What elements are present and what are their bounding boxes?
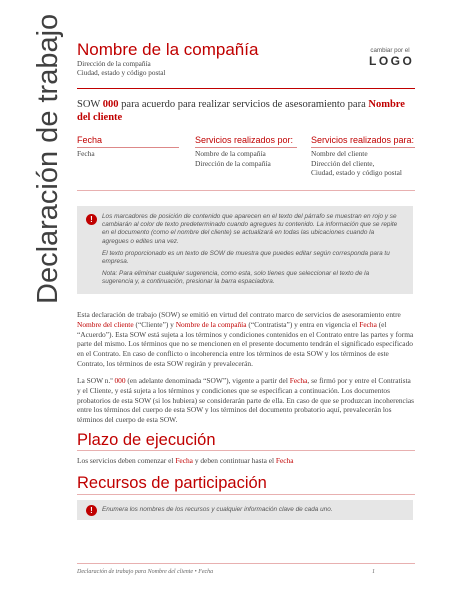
- column-rule: [311, 147, 415, 148]
- info-icon: !: [86, 214, 97, 225]
- text: Esta declaración de trabajo (SOW) se emitió en virtud del contrato marco de servicios de asesoramiento entre: [77, 310, 401, 319]
- sow-client[interactable]: Nombre del cliente: [77, 99, 405, 123]
- logo-text: LOGO: [369, 54, 415, 68]
- company-name: Nombre de la compañía: [77, 40, 259, 59]
- company-name-ref[interactable]: Nombre de la compañía: [175, 319, 247, 329]
- column-heading: Servicios realizados por:: [195, 135, 294, 145]
- column-rule: [77, 147, 179, 148]
- text: (“Contratista”) y entra en vigencia el: [246, 319, 360, 329]
- text: (el “Acuerdo”). Esta SOW está sujeta a los términos y condiciones contenidos en el Contrato entre las partes y forma parte del mismo. Los términos que no se mencionen en el presente documento tendrán el significado especificado en el Contrato. En caso de conflicto o incoherencia entre los términos de esta SOW y los términos de este Contrato, los términos de esta SOW regirán y prevalecerán.: [77, 319, 414, 368]
- address-line-1: Dirección de la compañía: [77, 60, 151, 68]
- column-line[interactable]: Ciudad, estado y código postal: [311, 168, 402, 178]
- tip-paragraph: Nota: Para eliminar cualquier sugerencia, como esta, solo tienes que seleccionar el texto de la sugerencia y, a continuación, presionar la barra espaciadora.: [102, 270, 370, 286]
- column-rule: [195, 147, 297, 148]
- text: La SOW n.º: [77, 376, 115, 385]
- text: , se firmó por y entre el Contratista y el Cliente, y está sujeta a los términos y condiciones que se especifican a continuación. Los documentos probatorios de esta SOW (si los hubiera) se considerarán parte de ella. En caso de que se produzcan incoherencias entre los términos del cuerpo de esta SOW y los términos del documento probatorio aquí, prevalecerán los términos del cuerpo de esta SOW.: [77, 376, 415, 425]
- page-number: 1: [372, 569, 375, 575]
- column-line[interactable]: Dirección de la compañía: [195, 158, 271, 168]
- logo-placeholder[interactable]: [369, 47, 415, 68]
- text: Los servicios deben comenzar el: [77, 456, 176, 465]
- client-name[interactable]: Nombre del cliente: [77, 319, 134, 329]
- tip-box: [77, 206, 413, 294]
- column-line[interactable]: Nombre de la compañía: [195, 149, 266, 159]
- footer: [77, 569, 415, 575]
- text: (en adelante denominada “SOW”), vigente a partir del: [125, 376, 290, 385]
- column-line[interactable]: Fecha: [77, 149, 95, 159]
- tip-text: [102, 213, 402, 291]
- info-icon: !: [86, 505, 97, 516]
- footer-text: Declaración de trabajo para Nombre del cliente • Fecha: [77, 569, 214, 575]
- sow-title: [77, 98, 407, 124]
- logo-caption: cambiar por el: [370, 47, 410, 54]
- paragraph-term: [77, 456, 415, 466]
- section-heading-resources: Recursos de participación: [77, 474, 267, 492]
- address-line-2: Ciudad, estado y código postal: [77, 69, 166, 77]
- text: (“Cliente”) y: [133, 319, 176, 329]
- column-performed-for: [311, 136, 421, 178]
- date-end[interactable]: Fecha: [275, 456, 294, 465]
- text: y deben contintuar hasta el: [192, 456, 276, 465]
- header-rule: [77, 88, 415, 89]
- footer-rule: [77, 563, 415, 564]
- date-start[interactable]: Fecha: [175, 456, 193, 465]
- column-line[interactable]: Dirección del cliente,: [311, 158, 375, 168]
- column-heading: Servicios realizados para:: [311, 135, 415, 145]
- section-rule: [77, 494, 415, 495]
- column-performed-by: [195, 136, 305, 168]
- tip-text: Enumera los nombres de los recursos y cualquier información clave de cada uno.: [102, 506, 333, 513]
- sow-middle: para acuerdo para realizar servicios de asesoramiento para: [118, 99, 369, 110]
- column-line[interactable]: Nombre del cliente: [311, 149, 368, 159]
- side-title: [4, 13, 64, 304]
- column-heading: Fecha: [77, 135, 103, 145]
- sow-number-ref[interactable]: 000: [114, 376, 126, 385]
- date-ref[interactable]: Fecha: [289, 376, 308, 385]
- tip-box-resources: [77, 500, 413, 520]
- info-rule: [77, 190, 415, 191]
- side-title-text: Declaración de trabajo: [32, 13, 64, 304]
- sow-number[interactable]: 000: [102, 99, 119, 110]
- tip-paragraph: Los marcadores de posición de contenido que aparecen en el texto del párrafo se muestran en rojo y se cambiarán al color de texto predeterminado cuando agregues tu contenido. La información que se repite en el documento (como el nombre del cliente) se actualizará en todas las ubicaciones cuando la agregues o edites una vez.: [102, 213, 398, 245]
- tip-paragraph: El texto proporcionado es un texto de SOW de muestra que puedes editar según corresponda para tu empresa.: [102, 249, 390, 266]
- sow-prefix: SOW: [77, 99, 103, 110]
- date-ref[interactable]: Fecha: [359, 319, 377, 329]
- section-heading-term: Plazo de ejecución: [77, 431, 216, 449]
- section-rule: [77, 450, 415, 451]
- company-address: [77, 60, 165, 78]
- paragraph-intro: [77, 310, 415, 369]
- paragraph-sow: [77, 376, 415, 425]
